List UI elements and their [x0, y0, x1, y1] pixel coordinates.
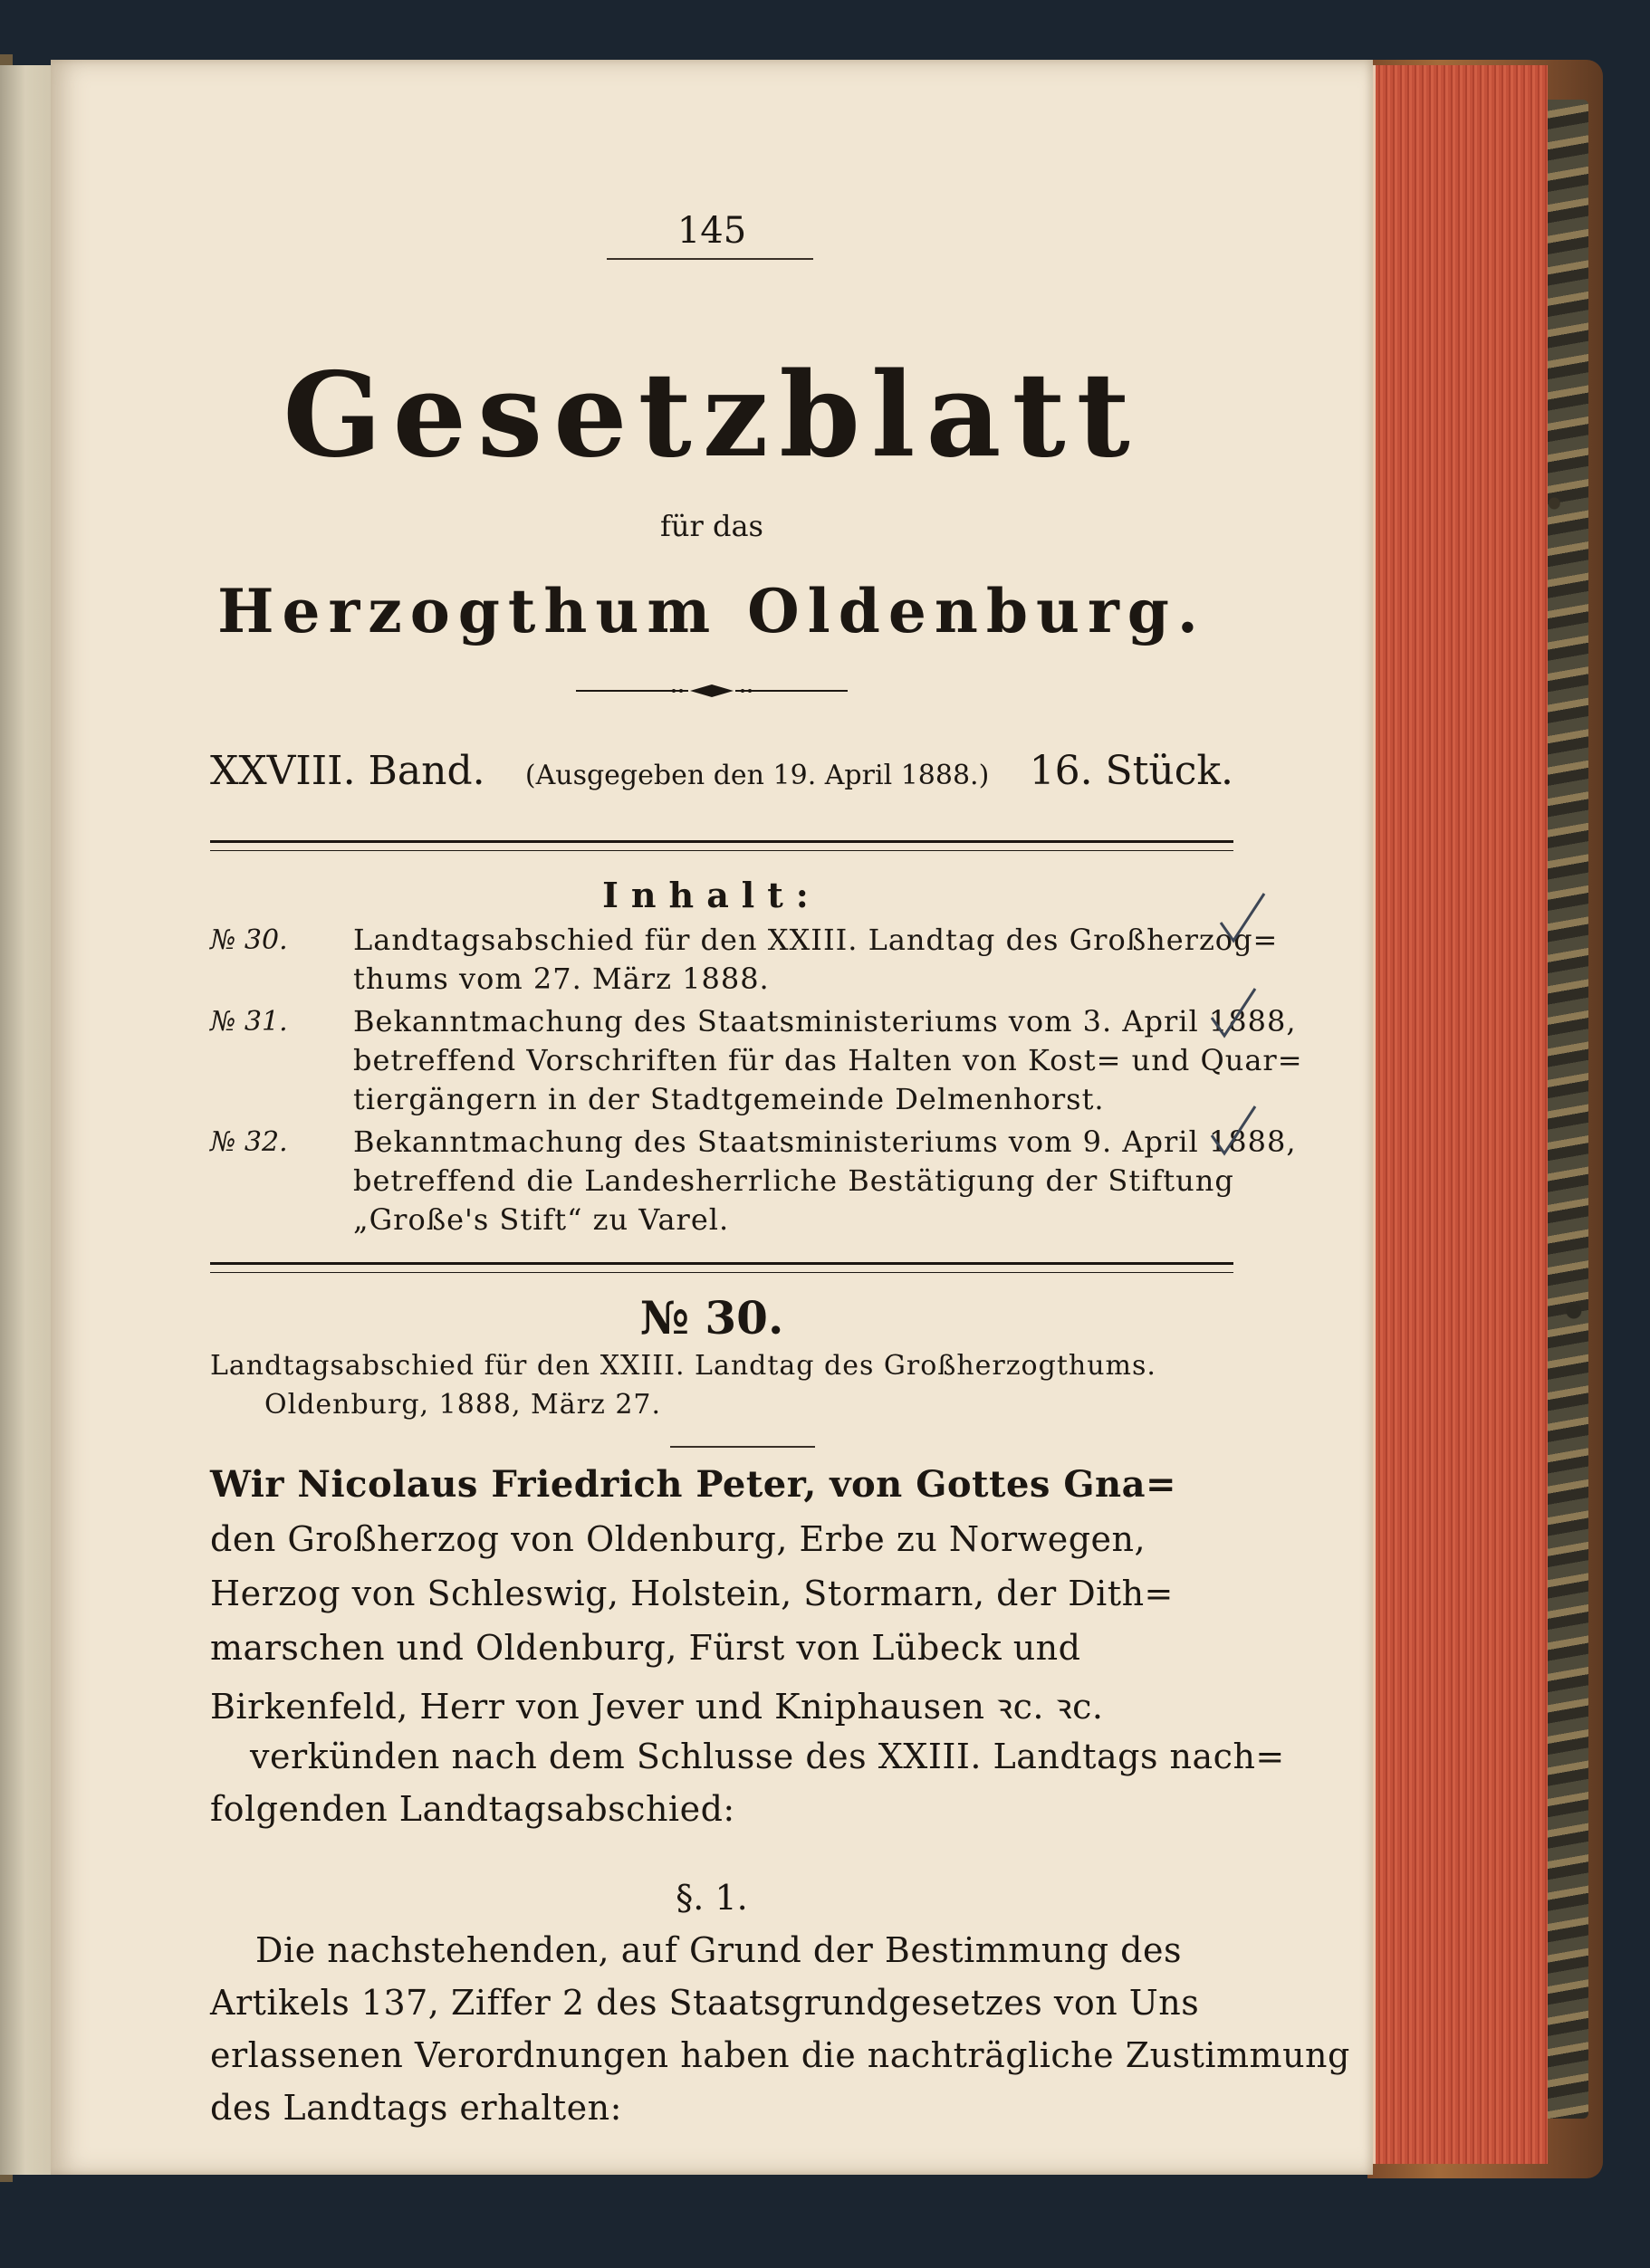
toc-entry-30-number: № 30.: [210, 924, 288, 956]
header-rule: [607, 258, 813, 260]
contents-top-rule: [210, 840, 1233, 851]
toc-entry-31-line: Bekanntmachung des Staatsministeriums vom 3. April 1888,: [353, 1004, 1297, 1038]
gazette-title: Gesetzblatt: [283, 348, 1141, 483]
contents-heading: Inhalt:: [602, 875, 821, 915]
gazette-state: Herzogthum Oldenburg.: [217, 576, 1206, 646]
pencil-check-icon: [1215, 888, 1270, 952]
preamble-line: marschen und Oldenburg, Fürst von Lübeck und: [210, 1628, 1081, 1668]
gazette-for: für das: [660, 509, 763, 543]
pencil-check-icon: [1206, 1101, 1261, 1164]
intro-line: folgenden Landtagsabschied:: [210, 1789, 735, 1829]
toc-entry-32-number: № 32.: [210, 1126, 288, 1158]
section-subtitle: Landtagsabschied für den XXIII. Landtag des Großherzogthums.: [210, 1350, 1156, 1382]
left-page-fragment: [0, 65, 58, 2175]
issue-date: (Ausgegeben den 19. April 1888.): [524, 760, 990, 791]
paragraph-line: Artikels 137, Ziffer 2 des Staatsgrundgesetzes von Uns: [210, 1983, 1200, 2023]
toc-entry-30-line: thums vom 27. März 1888.: [353, 962, 770, 996]
section-rule: [670, 1446, 815, 1448]
preamble-line: Herzog von Schleswig, Holstein, Stormarn, der Dith=: [210, 1574, 1174, 1613]
toc-entry-31-line: betreffend Vorschriften für das Halten von Kost= und Quar=: [353, 1043, 1303, 1077]
section-subtitle: Oldenburg, 1888, März 27.: [264, 1389, 662, 1421]
preamble-line: Wir Nicolaus Friedrich Peter, von Gottes Gna=: [210, 1463, 1177, 1506]
paragraph-sign: §. 1.: [676, 1878, 748, 1918]
section-number: № 30.: [639, 1291, 784, 1345]
volume-label: XXVIII. Band.: [210, 748, 485, 794]
pencil-check-icon: [1206, 983, 1261, 1047]
toc-entry-31-line: tiergängern in der Stadtgemeinde Delmenhorst.: [353, 1082, 1105, 1116]
ornament-divider: [576, 682, 848, 700]
toc-entry-31-number: № 31.: [210, 1006, 288, 1038]
page-number: 145: [676, 210, 747, 252]
intro-line: verkünden nach dem Schlusse des XXIII. Landtags nach=: [250, 1737, 1285, 1776]
paragraph-line: des Landtags erhalten:: [210, 2088, 622, 2128]
preamble-line: Birkenfeld, Herr von Jever und Kniphausen ꝛc. ꝛc.: [210, 1687, 1104, 1727]
toc-entry-30-line: Landtagsabschied für den XXIII. Landtag des Großherzog=: [353, 923, 1279, 957]
paragraph-line: erlassenen Verordnungen haben die nachträgliche Zustimmung: [210, 2035, 1350, 2075]
contents-bottom-rule: [210, 1262, 1233, 1273]
red-page-edges: [1373, 65, 1548, 2164]
part-label: 16. Stück.: [1029, 748, 1233, 794]
toc-entry-32-line: „Große's Stift“ zu Varel.: [353, 1202, 730, 1237]
issue-line: [210, 748, 1233, 794]
preamble-line: den Großherzog von Oldenburg, Erbe zu Norwegen,: [210, 1519, 1146, 1559]
paragraph-line: Die nachstehenden, auf Grund der Bestimmung des: [255, 1930, 1182, 1970]
toc-entry-32-line: Bekanntmachung des Staatsministeriums vom 9. April 1888,: [353, 1124, 1297, 1159]
document-page: [51, 60, 1373, 2175]
toc-entry-32-line: betreffend die Landesherrliche Bestätigung der Stiftung: [353, 1163, 1234, 1198]
